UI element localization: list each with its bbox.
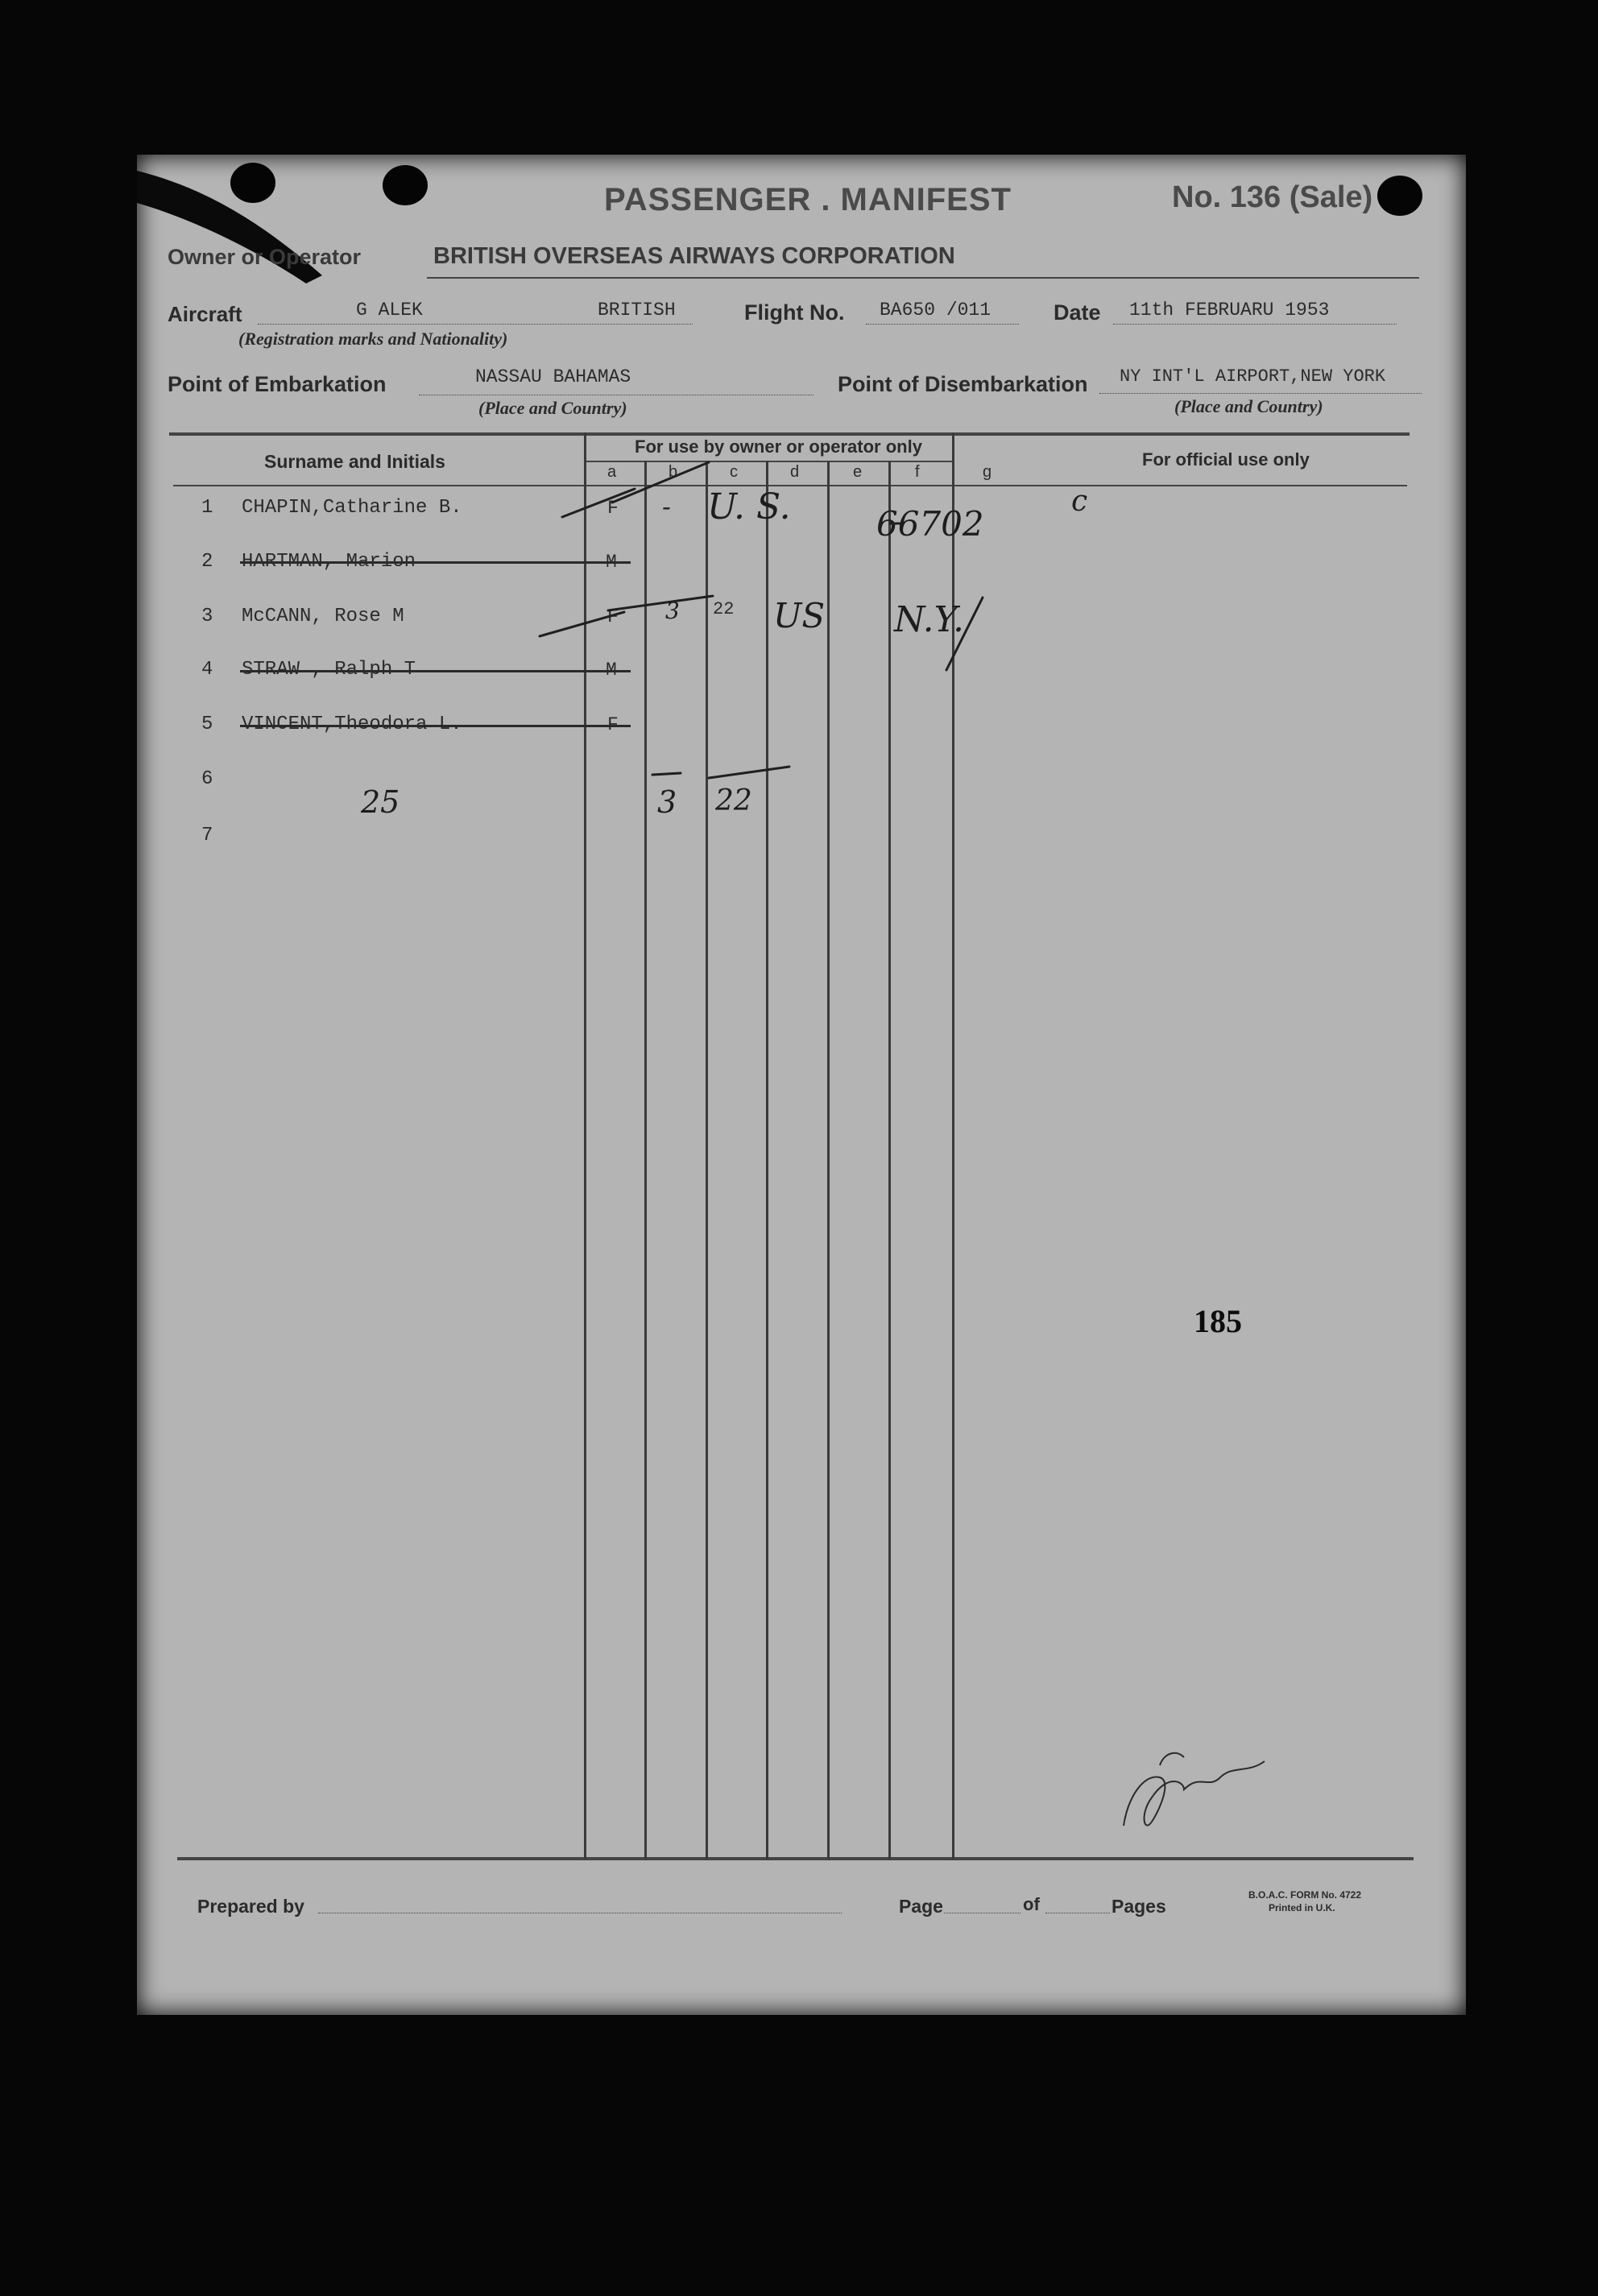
disembarkation-caption: (Place and Country) [1174, 396, 1323, 416]
column-letter-c: c [730, 463, 738, 481]
printed-in: Printed in U.K. [1269, 1902, 1335, 1913]
column-letter-a: a [607, 463, 617, 481]
sex-value: M [606, 660, 617, 681]
col-b-value: 3 [665, 598, 680, 624]
manifest-title: PASSENGER . MANIFEST [604, 182, 1012, 217]
tally-left: 25 [361, 784, 400, 820]
nationality-value: U. S. [707, 486, 791, 527]
passenger-name: HARTMAN, Marion [242, 551, 416, 573]
col-c-value: 22 [713, 599, 735, 619]
operator-only-header: For use by owner or operator only [635, 436, 922, 457]
owner-label: Owner or Operator [168, 245, 362, 269]
col-f-value: N.Y. [894, 599, 965, 640]
embarkation-value: NASSAU BAHAMAS [475, 366, 631, 387]
embarkation-caption: (Place and Country) [478, 398, 627, 418]
passenger-name: STRAW , Ralph T [242, 659, 416, 681]
row-number: 2 [201, 551, 213, 573]
flight-no-label: Flight No. [744, 300, 845, 325]
tally-b: 3 [657, 784, 677, 820]
row-number: 6 [201, 768, 213, 790]
pages-label: Pages [1112, 1896, 1166, 1917]
row-number: 4 [201, 659, 213, 681]
aircraft-registration: G ALEK [356, 300, 423, 321]
official-mark: c [1071, 485, 1088, 518]
sex-value: F [607, 606, 619, 627]
signature-scribble [1124, 1753, 1265, 1826]
flight-no-value: BA650 /011 [880, 300, 992, 321]
column-letter-e: e [853, 463, 863, 481]
surname-header: Surname and Initials [264, 451, 445, 472]
manifest-sheet [137, 155, 1466, 2015]
passenger-name: VINCENT,Theodora L. [242, 714, 462, 735]
embarkation-label: Point of Embarkation [168, 372, 387, 396]
owner-value: BRITISH OVERSEAS AIRWAYS CORPORATION [433, 243, 955, 269]
passenger-name: McCANN, Rose M [242, 606, 404, 627]
official-use-header: For official use only [1142, 449, 1310, 470]
nationality-value: US [773, 596, 826, 635]
stamp-number: 185 [1194, 1303, 1242, 1339]
column-letter-d: d [790, 463, 800, 481]
disembarkation-value: NY INT'L AIRPORT,NEW YORK [1120, 366, 1386, 387]
prepared-by-label: Prepared by [197, 1896, 304, 1917]
date-value: 11th FEBRUARU 1953 [1129, 300, 1330, 321]
row-number: 1 [201, 497, 213, 519]
disembarkation-label: Point of Disembarkation [838, 372, 1088, 396]
column-letter-b: b [669, 463, 678, 481]
aircraft-caption: (Registration marks and Nationality) [238, 329, 508, 349]
date-label: Date [1054, 300, 1101, 325]
aircraft-nationality: BRITISH [598, 300, 676, 321]
row-number: 7 [201, 825, 213, 846]
column-letter-g: g [983, 463, 992, 481]
of-label: of [1023, 1894, 1040, 1914]
manifest-number: No. 136 (Sale) [1172, 180, 1373, 214]
col-b-value: - [662, 491, 671, 522]
pen-strokes [137, 155, 1466, 2015]
row-number: 5 [201, 714, 213, 735]
passenger-name: CHAPIN,Catharine B. [242, 497, 462, 519]
sex-value: M [606, 552, 617, 573]
row-number: 3 [201, 606, 213, 627]
tally-c: 22 [715, 784, 752, 817]
form-number: B.O.A.C. FORM No. 4722 [1248, 1889, 1362, 1901]
column-letter-f: f [915, 463, 920, 481]
sex-value: F [607, 714, 619, 735]
sex-value: F [607, 498, 619, 519]
col-f-value: 66702 [876, 504, 984, 544]
page-label: Page [899, 1896, 943, 1917]
aircraft-label: Aircraft [168, 302, 242, 326]
